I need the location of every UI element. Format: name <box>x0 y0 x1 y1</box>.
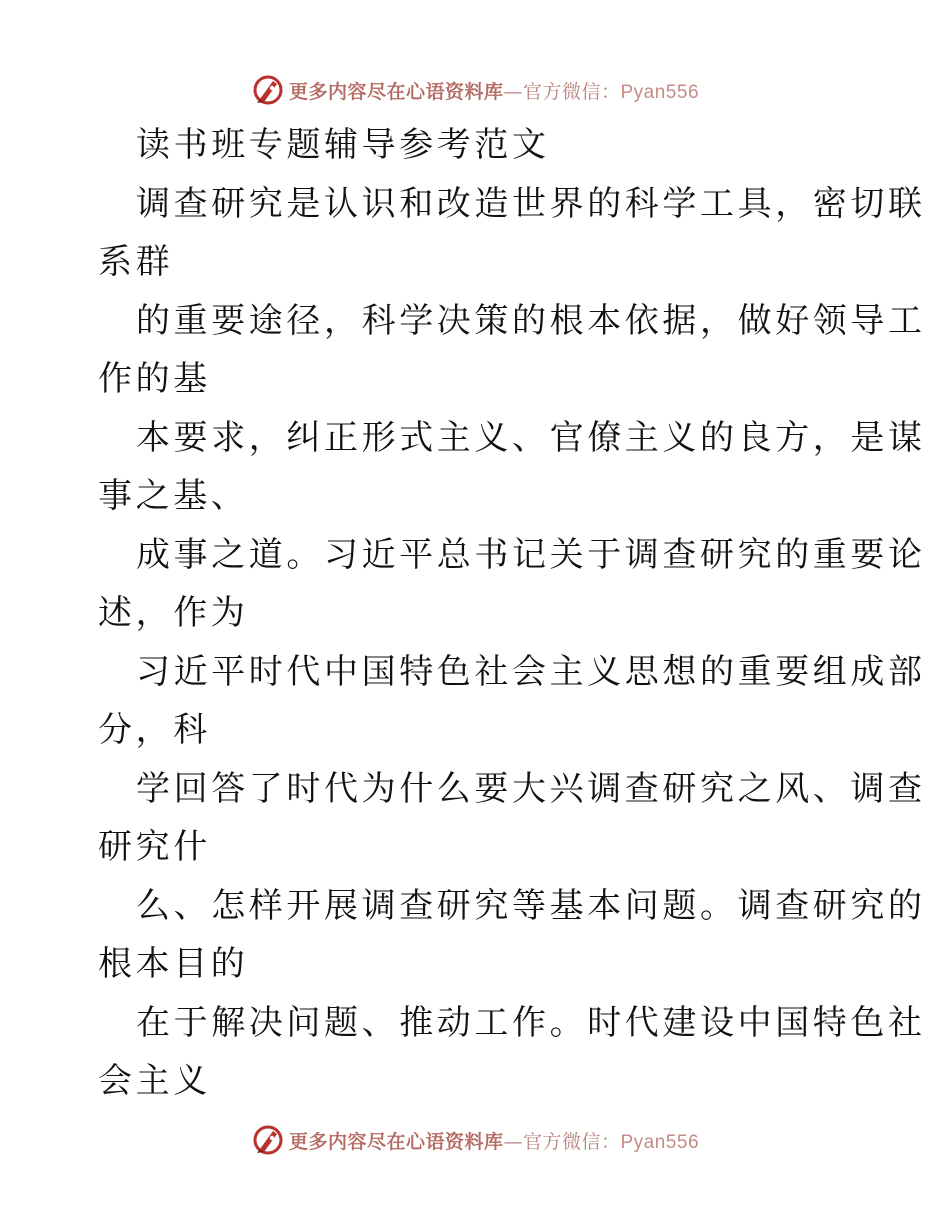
banner-text <box>289 1127 699 1154</box>
text-line: 研究什 <box>98 827 211 867</box>
banner-main-text: 更多内容尽在心语资料库 <box>288 1130 504 1153</box>
text-line: 调查研究是认识和改造世界的科学工具，密切联 <box>136 183 926 224</box>
text-line: 学回答了时代为什么要大兴调查研究之风、调查 <box>136 768 926 809</box>
banner-dash: — <box>503 1130 523 1153</box>
text-line: 述，作为 <box>98 593 249 633</box>
text-line: 会主义 <box>98 1061 211 1101</box>
banner-official-text: 官方微信： <box>522 1130 621 1153</box>
banner-content <box>251 1123 699 1157</box>
document-title: 读书班专题辅导参考范文 <box>136 125 550 165</box>
text-line: 根本目的 <box>98 944 249 984</box>
pen-logo-icon <box>251 1123 285 1157</box>
banner-dash: — <box>503 80 523 103</box>
banner-id-text: Pyan556 <box>620 1131 700 1153</box>
text-line: 的重要途径，科学决策的根本依据，做好领导工 <box>136 300 926 341</box>
text-line: 么、怎样开展调查研究等基本问题。调查研究的 <box>136 885 926 926</box>
banner-main-text: 更多内容尽在心语资料库 <box>288 80 504 103</box>
text-line: 在于解决问题、推动工作。时代建设中国特色社 <box>136 1002 926 1043</box>
text-line: 成事之道。习近平总书记关于调查研究的重要论 <box>136 534 926 575</box>
header-banner <box>0 70 950 110</box>
banner-id-text: Pyan556 <box>620 81 700 103</box>
text-line: 系群 <box>98 242 174 282</box>
banner-official-text: 官方微信： <box>522 80 621 103</box>
text-line: 本要求，纠正形式主义、官僚主义的良方，是谋 <box>136 417 926 458</box>
banner-content <box>251 73 699 107</box>
text-line: 习近平时代中国特色社会主义思想的重要组成部 <box>136 651 926 692</box>
text-line: 作的基 <box>98 359 211 399</box>
pen-logo-icon <box>251 73 285 107</box>
banner-text <box>289 77 699 104</box>
text-line: 分，科 <box>98 710 211 750</box>
text-line: 事之基、 <box>98 476 249 516</box>
footer-banner <box>0 1120 950 1160</box>
document-body <box>98 116 926 1111</box>
